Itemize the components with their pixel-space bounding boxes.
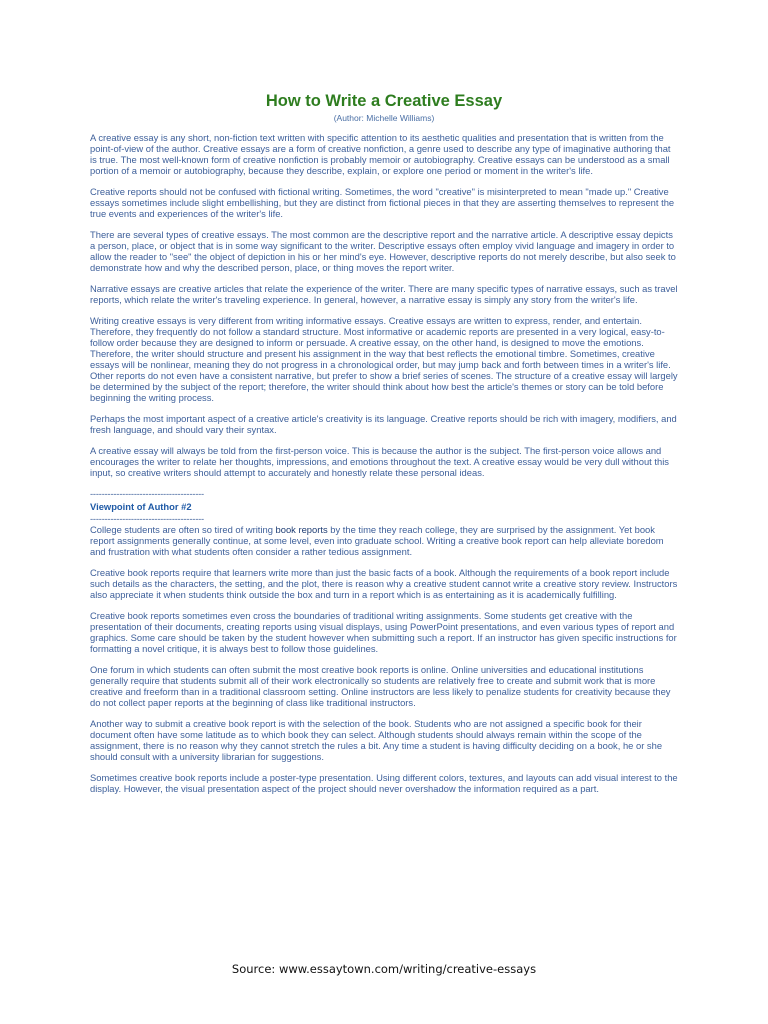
paragraph-text: College students are often so tired of writing [90,524,276,535]
paragraph: Creative book reports require that learners write more than just the basic facts of a book. Although the requirements of a book report include such details as the characters, the setting, and the plot, there is reason why a creative student cannot write a creative story review. Instructors also appreciate it when students think outside the box and turn in a report which is as entertaining as it is academically fulfilling. [90,567,678,600]
paragraph: There are several types of creative essays. The most common are the descriptive report and the narrative article. A descriptive essay depicts a person, place, or object that is in some way significant to the writer. Descriptive essays often employ vivid language and imagery in order to allow the reader to "see" the object of depiction in his or her mind's eye. However, descriptive reports do not merely describe, but also seek to demonstrate how and why the described person, place, or thing moves the report writer. [90,229,676,273]
paragraph-text: by the time they reach college, they are surprised by the assignment. Yet book report assignments generally continue, at some level, even into graduate school. Writing a creative book report can help alleviate boredom and frustration with what students often consider a rather tedious assignment. [90,524,664,557]
book-reports-link[interactable]: book reports [275,524,328,535]
author-line: (Author: Michelle Williams) [333,113,435,123]
paragraph: Perhaps the most important aspect of a creative article's creativity is its language. Creative reports should be rich with imagery, modifiers, and fresh language, and should vary their syntax. [90,413,677,435]
paragraph: Sometimes creative book reports include a poster-type presentation. Using different colors, textures, and layouts can add visual interest to the display. However, the visual presentation aspect of the project should never overshadow the information required as a part. [90,772,678,794]
section-divider: --------------------------------------- [90,513,204,524]
essay-body [90,132,678,804]
paragraph: Creative book reports sometimes even cross the boundaries of traditional writing assignments. Some students get creative with the presentation of their documents, creating reports using visual displays, using PowerPoint presentations, and even various types of report and graphics. Some care should be taken by the student however when submitting such a report. If an instructor has given specific instructions for formatting a novel critique, it is always best to follow those guidelines. [90,610,677,654]
section-divider: --------------------------------------- [90,488,204,499]
paragraph: Narrative essays are creative articles that relate the experience of the writer. There are many specific types of narrative essays, such as travel reports, which relate the writer's traveling experience. In general, however, a narrative essay is simply any story from the writer's life. [90,283,678,305]
paragraph: Writing creative essays is very different from writing informative essays. Creative essays are written to express, render, and entertain. Therefore, they frequently do not follow a standard structure. Most informative or academic reports are presented in a very logical, easy-to-follow order because they are designed to inform or persuade. A creative essay, on the other hand, is designed to move the emotions. Therefore, the writer should structure and present his assignment in the way that best reflects the emotional timbre. Sometimes, creative essays will be nonlinear, meaning they do not progress in a chronological order, but may jump back and forth between times in a writer's life. Other reports do not even have a consistent narrative, but prefer to show a brief series of scenes. The structure of a creative essay will largely be determined by the subject of the report; therefore, the writer should think about how best the article's themes or story can be told before beginning the writing process. [90,315,678,403]
source-footer: Source: www.essaytown.com/writing/creative-essays [231,962,537,976]
section-heading: Viewpoint of Author #2 [90,501,192,512]
paragraph: Creative reports should not be confused with fictional writing. Sometimes, the word "creative" is misinterpreted to mean "made up." Creative essays sometimes include slight embellishing, but they are distinct from fictional pieces in that they are asserting themselves to represent the true events and experiences of the writer's life. [90,186,675,219]
paragraph: Another way to submit a creative book report is with the selection of the book. Students who are not assigned a specific book for their document often have some latitude as to which book they can select. Although students should always remain within the scope of the assignment, there is no reason why they cannot stretch the rules a bit. Any time a student is having difficulty deciding on a book, he or she should consult with a university librarian for suggestions. [90,718,663,762]
paragraph: A creative essay is any short, non-fiction text written with specific attention to its aesthetic qualities and presentation that is written from the point-of-view of the author. Creative essays are a form of creative nonfiction, a genre used to describe any type of imaginative authoring that is true. The most well-known form of creative nonfiction is probably memoir or autobiography. Creative essays can be understood as a small portion of a memoir or autobiography, because they describe, explain, or explore one period or moment in the writer's life. [90,132,671,176]
paragraph: A creative essay will always be told from the first-person voice. This is because the author is the subject. The first-person voice allows and encourages the writer to relate her thoughts, impressions, and emotions throughout the text. A creative essay would be very dull without this input, so creative writers should attempt to accurately and honestly relate these personal ideas. [90,445,669,478]
paragraph: One forum in which students can often submit the most creative book reports is online. Online universities and educational institutions generally require that students submit all of their work electronically so students are relatively free to create and submit work that is more creative and freeform than in a traditional classroom setting. Online instructors are less likely to penalize students for creativity because they do not collect paper reports at the beginning of class like traditional instructors. [90,664,671,708]
paragraph [90,524,678,557]
page-title: How to Write a Creative Essay [265,92,503,110]
